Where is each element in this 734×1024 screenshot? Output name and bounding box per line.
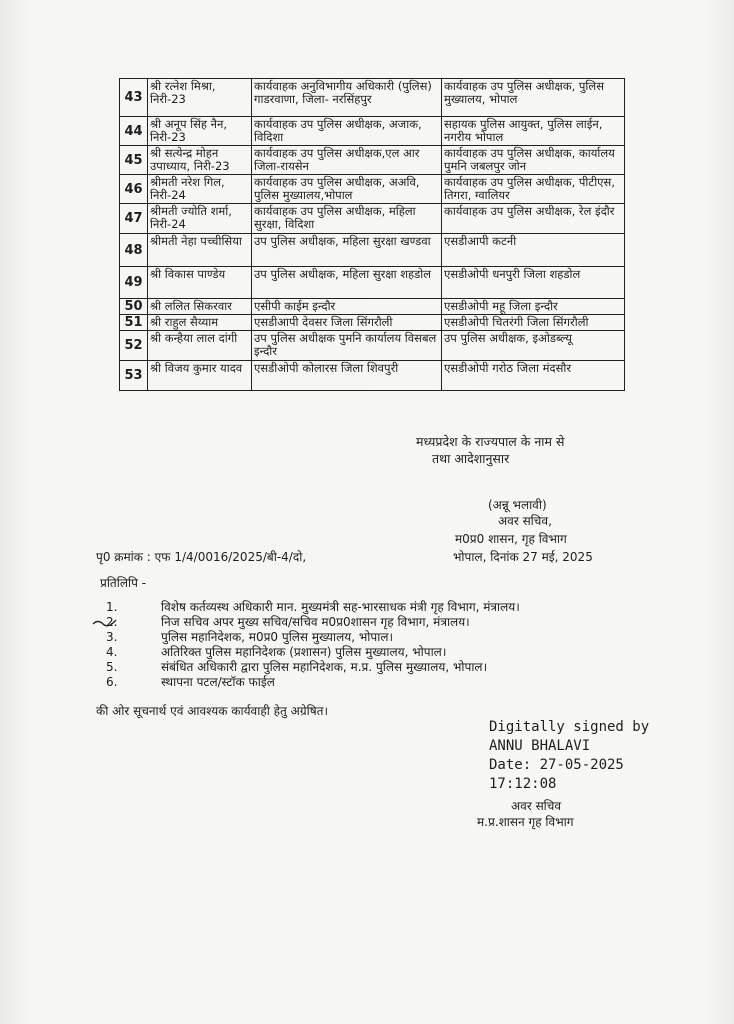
current-posting: उप पुलिस अधीक्षक, महिला सुरक्षा शहडोल (252, 267, 442, 299)
row-number: 48 (120, 234, 148, 267)
new-posting: कार्यवाहक उप पुलिस अधीक्षक, रेल इंदौर (442, 204, 625, 234)
table-row (120, 331, 625, 361)
copy-item-text: निज सचिव अपर मुख्य सचिव/सचिव म0प्र0शासन गृह विभाग, मंत्रालय। (161, 615, 470, 629)
memo-reference: पृ0 क्रमांक : एफ 1/4/0016/2025/बी-4/दो, (96, 550, 307, 564)
copy-item-number: 1. (106, 600, 118, 614)
footer-designation: अवर सचिव (511, 799, 562, 813)
table-row (120, 175, 625, 204)
copy-item-text: अतिरिक्त पुलिस महानिदेशक (प्रशासन) पुलिस मुख्यालय, भोपाल। (161, 645, 447, 659)
table-row (120, 146, 625, 175)
table-row (120, 361, 625, 391)
transfer-table-body (120, 79, 625, 391)
current-posting: एसडीओपी कोलारस जिला शिवपुरी (252, 361, 442, 391)
copy-item-number: 4. (106, 645, 118, 659)
copy-item-number: 5. (106, 660, 118, 674)
digital-signature-block (489, 718, 649, 794)
current-posting: एसडीआपी देवसर जिला सिंगरौली (252, 315, 442, 331)
row-number: 52 (120, 331, 148, 361)
new-posting: एसडीआपी कटनी (442, 234, 625, 267)
copy-item (100, 675, 520, 690)
copy-item-text: स्थापना पटल/स्टॉक फाईल (161, 675, 275, 689)
copy-item (100, 615, 520, 630)
table-row (120, 315, 625, 331)
row-number: 47 (120, 204, 148, 234)
officer-name: श्री विकास पाण्डेय (148, 267, 252, 299)
row-number: 44 (120, 117, 148, 146)
copy-item-text: विशेष कर्तव्यस्थ अधिकारी मान. मुख्यमंत्री सह-भारसाधक मंत्री गृह विभाग, मंत्रालय। (161, 600, 520, 614)
officer-name: श्री अनूप सिंह नैन, निरी-23 (148, 117, 252, 146)
copy-item (100, 660, 520, 675)
digital-signature-line-3: Date: 27-05-2025 (489, 757, 624, 773)
closing-line: की ओर सूचनार्थ एवं आवश्यक कार्यवाही हेतु अग्रेषित। (96, 704, 329, 718)
officer-name: श्री कन्हैया लाल दांगी (148, 331, 252, 361)
copy-heading: प्रतिलिपि - (100, 576, 147, 590)
transfer-table (119, 78, 625, 391)
new-posting: एसडीओपी महू जिला इन्दौर (442, 299, 625, 315)
table-row (120, 117, 625, 146)
copy-item-number: 3. (106, 630, 118, 644)
current-posting: उप पुलिस अधीक्षक, महिला सुरक्षा खण्डवा (252, 234, 442, 267)
current-posting: कार्यवाहक उप पुलिस अधीक्षक,एल आर जिला-रायसेन (252, 146, 442, 175)
officer-name: श्रीमती नरेश गिल, निरी-24 (148, 175, 252, 204)
order-line-2: तथा आदेशानुसार (432, 451, 510, 466)
signatory-designation: अवर सचिव, (498, 514, 552, 528)
current-posting: एसीपी काईम इन्दौर (252, 299, 442, 315)
copy-item (100, 600, 520, 615)
officer-name: श्री राहुल सैय्याम (148, 315, 252, 331)
table-row (120, 79, 625, 117)
handwritten-tick-mark (92, 615, 118, 629)
officer-name: श्री सत्येन्द्र मोहन उपाध्याय, निरी-23 (148, 146, 252, 175)
new-posting: उप पुलिस अधीक्षक, इओडब्ल्यू (442, 331, 625, 361)
copy-item (100, 645, 520, 660)
current-posting: कार्यवाहक उप पुलिस अधीक्षक, महिला सुरक्षा, विदिशा (252, 204, 442, 234)
digital-signature-line-2: ANNU BHALAVI (489, 738, 591, 754)
table-row (120, 299, 625, 315)
current-posting: कार्यवाहक अनुविभागीय अधिकारी (पुलिस) गाडरवाणा, जिला- नरसिंहपुर (252, 79, 442, 117)
current-posting: कार्यवाहक उप पुलिस अधीक्षक, अजाक, विदिशा (252, 117, 442, 146)
row-number: 43 (120, 79, 148, 117)
table-row (120, 204, 625, 234)
new-posting: सहायक पुलिस आयुक्त, पुलिस लाईन, नगरीय भोपाल (442, 117, 625, 146)
officer-name: श्री रत्नेश मिश्रा, निरी-23 (148, 79, 252, 117)
new-posting: एसडीओपी धनपुरी जिला शहडोल (442, 267, 625, 299)
signatory-place-date: भोपाल, दिनांक 27 मई, 2025 (453, 550, 593, 564)
new-posting: कार्यवाहक उप पुलिस अधीक्षक, कार्यालय पुमनि जबलपुर जोन (442, 146, 625, 175)
copy-item-text: संबंधित अधिकारी द्वारा पुलिस महानिदेशक, म.प्र. पुलिस मुख्यालय, भोपाल। (161, 660, 488, 674)
table-row (120, 267, 625, 299)
officer-name: श्री ललित सिकरवार (148, 299, 252, 315)
row-number: 53 (120, 361, 148, 391)
current-posting: कार्यवाहक उप पुलिस अधीक्षक, अअवि, पुलिस मुख्यालय,भोपाल (252, 175, 442, 204)
table-row (120, 234, 625, 267)
order-line-1: मध्यप्रदेश के राज्यपाल के नाम से (416, 434, 565, 449)
footer-office: म.प्र.शासन गृह विभाग (477, 815, 574, 829)
copy-item-number: 6. (106, 675, 118, 689)
current-posting: उप पुलिस अधीक्षक पुमनि कार्यालय विसबल इन्दौर (252, 331, 442, 361)
copy-item-text: पुलिस महानिदेशक, म0प्र0 पुलिस मुख्यालय, भोपाल। (161, 630, 394, 644)
officer-name: श्री विजय कुमार यादव (148, 361, 252, 391)
new-posting: एसडीओपी गरोठ जिला मंदसौर (442, 361, 625, 391)
officer-name: श्रीमती ज्योति शर्मा, निरी-24 (148, 204, 252, 234)
signatory-office: म0प्र0 शासन, गृह विभाग (455, 532, 567, 546)
row-number: 45 (120, 146, 148, 175)
row-number: 49 (120, 267, 148, 299)
digital-signature-line-4: 17:12:08 (489, 776, 557, 792)
copy-item (100, 630, 520, 645)
copy-list (100, 600, 520, 690)
copy-item-number: 2. (106, 615, 118, 629)
digital-signature-line-1: Digitally signed by (489, 719, 650, 735)
new-posting: एसडीओपी चितरंगी जिला सिंगरौली (442, 315, 625, 331)
officer-name: श्रीमती नेहा पच्चीसिया (148, 234, 252, 267)
row-number: 46 (120, 175, 148, 204)
row-number: 50 (120, 299, 148, 315)
new-posting: कार्यवाहक उप पुलिस अधीक्षक, पीटीएस, तिगरा, ग्वालियर (442, 175, 625, 204)
signatory-name: (अन्नू भलावी) (488, 498, 547, 512)
row-number: 51 (120, 315, 148, 331)
new-posting: कार्यवाहक उप पुलिस अधीक्षक, पुलिस मुख्यालय, भोपाल (442, 79, 625, 117)
